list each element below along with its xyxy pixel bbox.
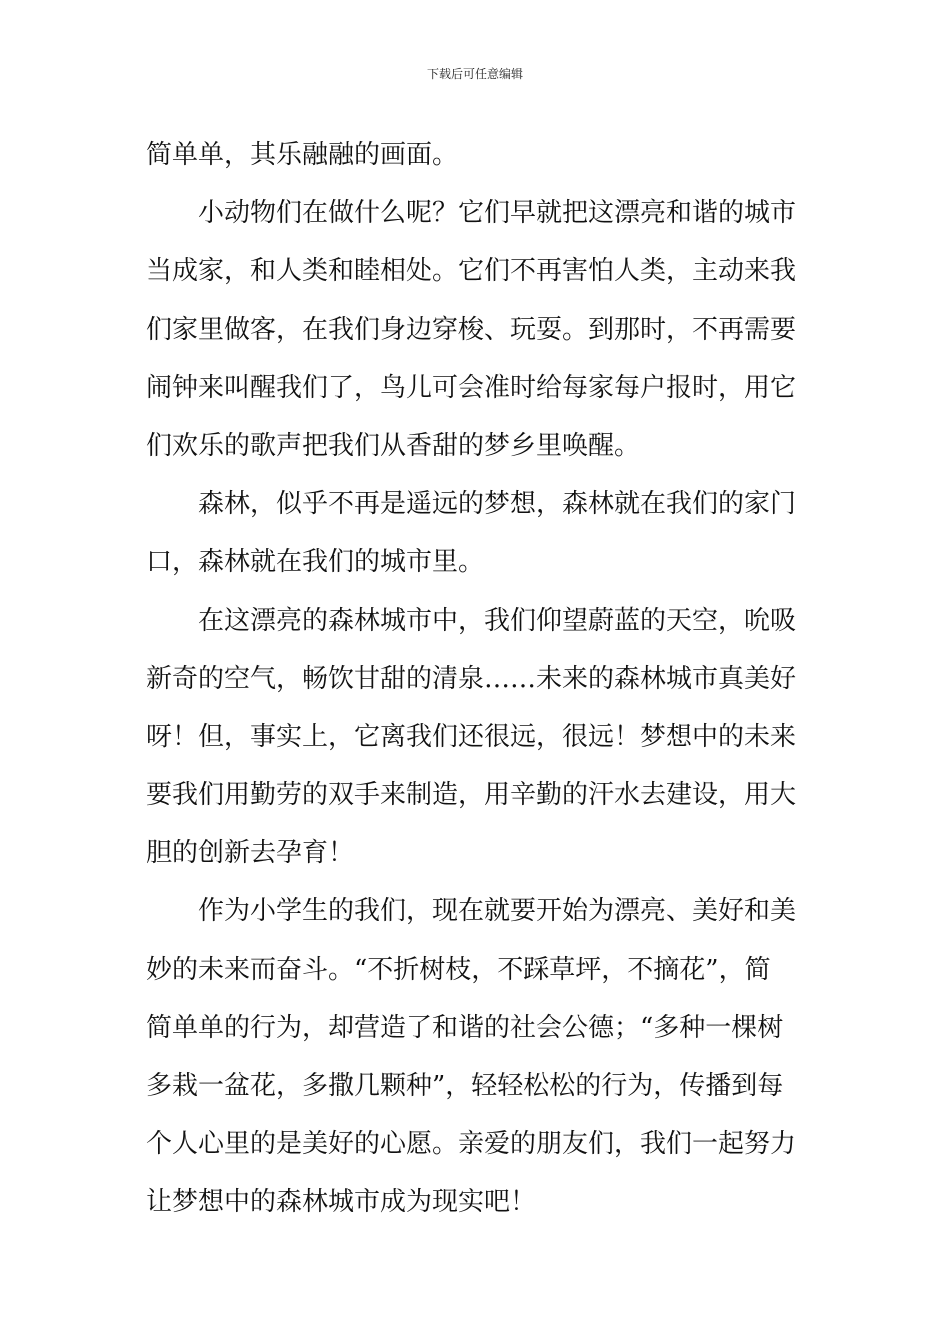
text-line: 们家里做客，在我们身边穿梭、玩耍。到那时，不再需要 — [146, 314, 797, 345]
text-line: 胆的创新去孕育！ — [146, 838, 355, 869]
paragraph-start-line: 小动物们在做什么呢？它们早就把这漂亮和谐的城市 — [198, 198, 797, 229]
text-line: 多栽一盆花，多撒几颗种”，轻轻松松的行为，传播到每 — [146, 1071, 784, 1101]
page-header: 下载后可任意编辑 — [426, 67, 523, 81]
text-line: 当成家，和人类和睦相处。它们不再害怕人类，主动来我 — [146, 256, 797, 287]
text-line: 口，森林就在我们的城市里。 — [146, 547, 485, 578]
text-line: 新奇的空气，畅饮甘甜的清泉……未来的森林城市真美好 — [146, 663, 797, 694]
paragraph-start-line: 森林，似乎不再是遥远的梦想，森林就在我们的家门 — [198, 489, 797, 520]
text-line: 让梦想中的森林城市成为现实吧！ — [146, 1187, 537, 1218]
text-line: 妙的未来而奋斗。“不折树枝，不踩草坪，不摘花”，简 — [146, 954, 771, 985]
text-line: 闹钟来叫醒我们了，鸟儿可会准时给每家每户报时，用它 — [146, 372, 797, 403]
document-body — [146, 126, 808, 1232]
text-line: 要我们用勤劳的双手来制造，用辛勤的汗水去建设，用大 — [146, 780, 797, 811]
text-line: 简单单的行为，却营造了和谐的社会公德；“多种一棵树 — [146, 1012, 784, 1043]
paragraph-start-line: 在这漂亮的森林城市中，我们仰望蔚蓝的天空，吮吸 — [198, 605, 797, 636]
text-line: 呀！但，事实上，它离我们还很远，很远！梦想中的未来 — [146, 721, 797, 752]
paragraph-start-line: 作为小学生的我们，现在就要开始为漂亮、美好和美 — [198, 896, 797, 927]
text-line: 简单单，其乐融融的画面。 — [146, 140, 459, 170]
text-line: 们欢乐的歌声把我们从香甜的梦乡里唤醒。 — [146, 430, 641, 461]
text-line: 个人心里的是美好的心愿。亲爱的朋友们，我们一起努力 — [146, 1129, 797, 1160]
